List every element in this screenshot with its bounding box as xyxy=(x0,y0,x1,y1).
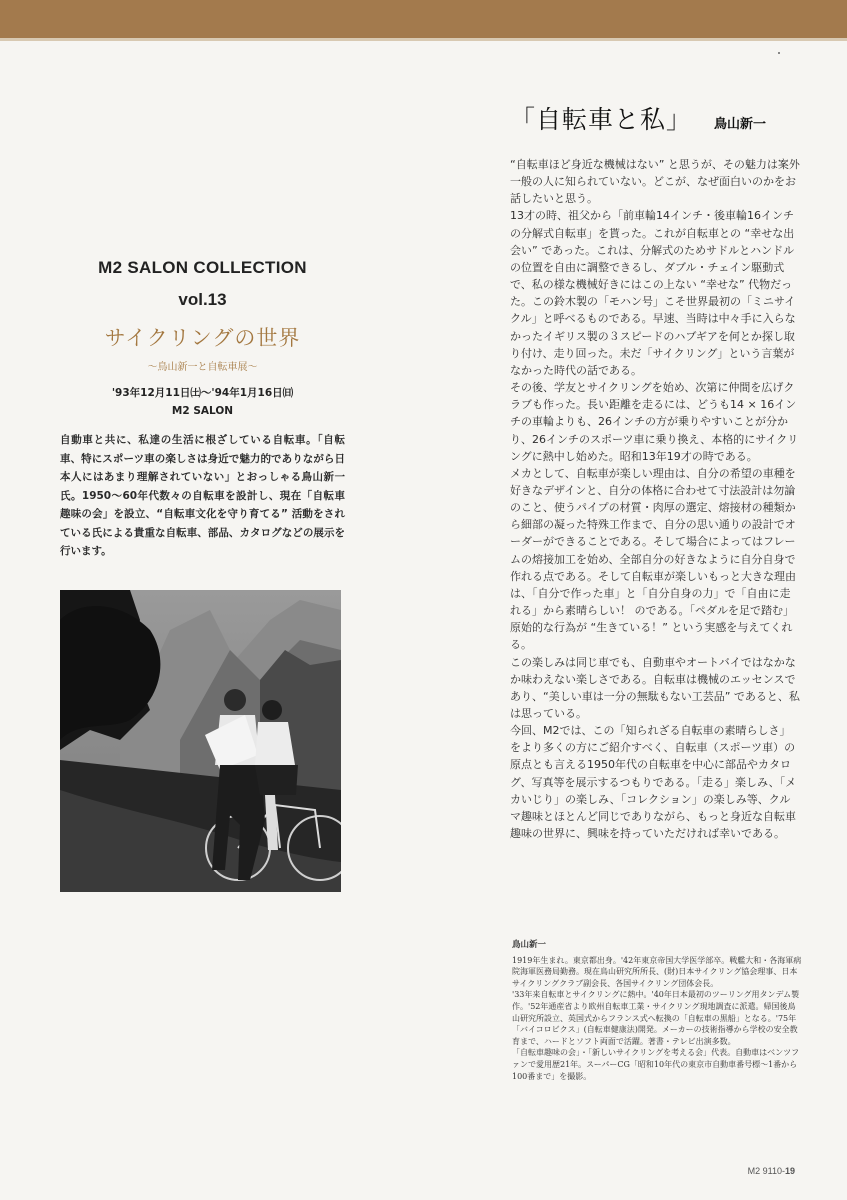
bio-name: 鳥山新一 xyxy=(512,940,547,950)
cyclists-photo xyxy=(60,590,341,892)
essay-paragraph: メカとして、自転車が楽しい理由は、自分の希望の車種を好きなデザインと、自分の体格に合わせて寸法設計は勿論のこと、使うパイプの材質・肉厚の選定、熔接材の種類から細部の凝った特殊工作まで、自分の思い通りの設計でオーダーができることである。そして場合によってはフレームの熔接加工を始め、全部自分の好きなように自分自身で作れる点である。そして自転車が楽しいもっと大きな理由は、「自分で作った車」と「自分自身の力」で「自由に走れる」から素晴らしい！ のである。「ペダルを足で踏む」原始的な行為が “生きている！” という実感を与えてくれる。 xyxy=(510,466,796,652)
essay-paragraph: この楽しみは同じ車でも、自動車やオートバイではなかなか味わえない楽しさである。自転車は機械のエッセンスであり、“美しい車は一分の無駄もない工芸品” であると、私は思っている。 xyxy=(510,655,800,720)
essay-paragraph: その後、学友とサイクリングを始め、次第に仲間を広げクラブも作った。長い距離を走るには、どうも14 × 16インチの車輪よりも、26インチの方が乗りやすいことが分かり、26インチのスポーツ車に乗り換え、本格的にサイクリングに熱中し始めた。昭和13年19才の時である。 xyxy=(510,381,799,463)
bio-paragraph: 「自転車趣味の会」・「新しいサイクリングを考える会」代表。自動車はベンツファンで愛用歴21年。スーパーCG「昭和10年代の東京市自動車番号標〜1番から100番まで」を撮影。 xyxy=(512,1048,800,1081)
bio-paragraph: 1919年生まれ。東京都出身。'42年東京帝国大学医学部卒。戦艦大和・各海軍病院海軍医務局勤務。現在鳥山研究所所長、(財)日本サイクリング協会理事、日本サイクリングクラブ副会長、各国サイクリング団体会長。 xyxy=(512,955,802,988)
essay xyxy=(510,100,800,842)
exhibition-info xyxy=(60,250,345,561)
exhibition-intro: 自動車と共に、私達の生活に根ざしている自転車。「自転車、特にスポーツ車の楽しさは身近で魅力的でありながら日本人にはあまり理解されていない」とおっしゃる鳥山新一氏。1950〜60年代数々の自転車を設計し、現在「自転車趣味の会」を設立、“自転車文化を守り育てる” 活動をされている氏による貴重な自転車、部品、カタログなどの展示を行います。 xyxy=(60,434,345,557)
exhibition-venue: M2 SALON xyxy=(171,405,234,417)
footer-issue: M2 9110- xyxy=(747,1166,785,1176)
essay-header xyxy=(510,100,800,136)
essay-paragraph: “自転車ほど身近な機械はない” と思うが、その魅力は案外一般の人に知られていない。どこが、なぜ面白いのかをお話したいと思う。 xyxy=(510,158,800,206)
registration-mark xyxy=(778,52,780,54)
top-band-divider xyxy=(0,38,847,41)
author-bio xyxy=(512,940,802,1082)
exhibition-title: サイクリングの世界 xyxy=(104,326,301,350)
page-footer xyxy=(748,1166,795,1176)
exhibition-subtitle: 〜鳥山新一と自転車展〜 xyxy=(147,362,258,373)
essay-title: 「自転車と私」 xyxy=(510,105,693,134)
volume-number: vol.13 xyxy=(178,290,227,309)
page-number: 19 xyxy=(784,1166,795,1176)
exhibition-dates: '93年12月11日㈯〜'94年1月16日㈰ xyxy=(111,387,294,399)
top-color-band xyxy=(0,0,847,38)
essay-author: 鳥山新一 xyxy=(714,117,767,132)
collection-title: M2 SALON COLLECTION xyxy=(98,258,307,277)
bio-paragraph: '33年来自転車とサイクリングに熱中。'40年日本最初のツーリング用タンデム製作。'52年通産省より欧州自転車工業・サイクリング現地調査に派遣。帰国後鳥山研究所設立、英国式からフランス式へ転換の「自転車の黒船」となる。'75年「バイコロビクス」(自転車健康法)開発。メーカーの技術指導から学校の安全教育まで、ハードとソフト両面で活躍。著書・テレビ出演多数。 xyxy=(512,990,800,1046)
essay-body xyxy=(510,156,800,842)
essay-paragraph: 今回、M2では、この「知られざる自転車の素晴らしさ」をより多くの方にご紹介すべく、自転車（スポーツ車）の原点とも言える1950年代の自転車を中心に部品やカタログ、写真等を展示するつもりである。「走る」楽しみ、「メカいじり」の楽しみ、「コレクション」の楽しみ等、クルマ趣味とほとんど同じでありながら、もっと身近な自転車趣味の世界に、興味を持っていただければ幸いである。 xyxy=(510,724,797,841)
essay-paragraph: 13才の時、祖父から「前車輪14インチ・後車輪16インチの分解式自転車」を貰った。これが自転車との “幸せな出会い” であった。これは、分解式のためサドルとハンドルの位置を自由に調整できるし、ダブル・チェイン駆動式で、私の様な機械好きにはこの上ない “幸せな” 代物だった。この鈴木製の「モハン号」こそ世界最初の「ミニサイクル」と呼べるものである。早速、当時は中々手に入らなかったイギリス製の３スピードのハブギアを何とか探し取り付け、走り回った。未だ「サイクリング」という言葉がなかった時代の話である。 xyxy=(510,209,796,377)
